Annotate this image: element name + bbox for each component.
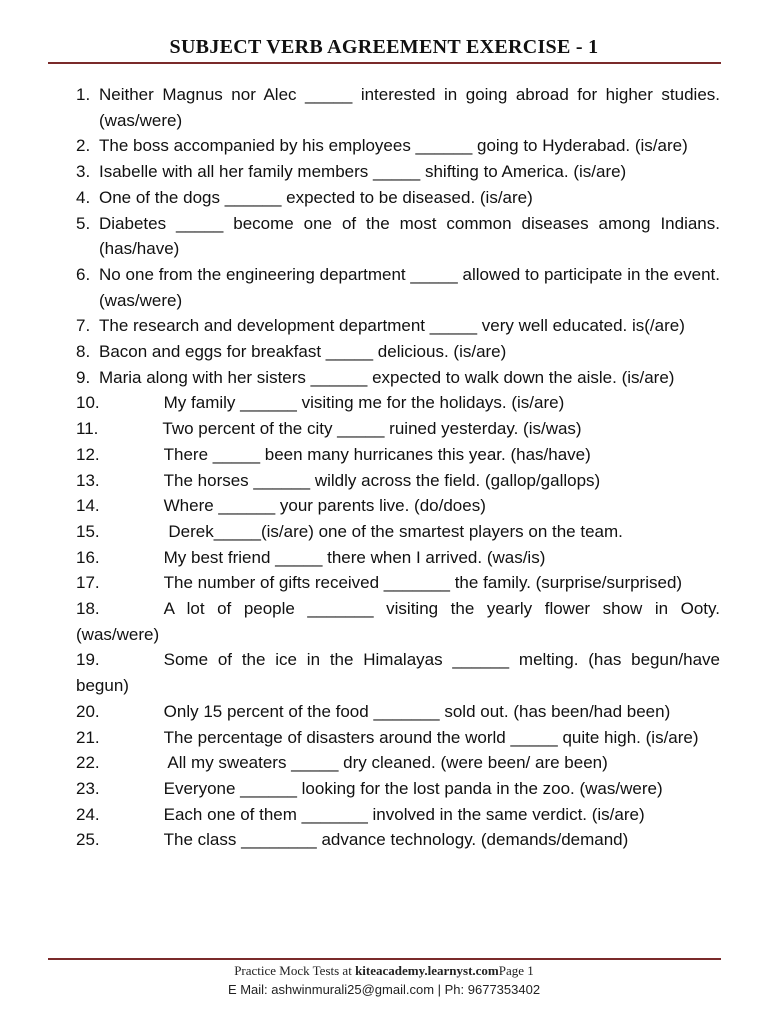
question-number: 24.: [76, 804, 100, 824]
question-number: 3.: [76, 162, 91, 182]
bottom-divider: [48, 958, 721, 960]
question-number: 11.: [76, 419, 99, 439]
question-item: [0, 545, 720, 571]
question-item: [0, 133, 720, 159]
question-item: [0, 313, 720, 339]
question-item: [0, 390, 720, 416]
question-text: Only 15 percent of the food _______ sold out. (has been/had been): [163, 701, 671, 721]
question-item: [0, 647, 720, 698]
footer-contact: E Mail: ashwinmurali25@gmail.com | Ph: 9677353402: [227, 982, 541, 997]
question-text: Each one of them _______ involved in the same verdict. (is/are): [163, 804, 645, 824]
question-number: 5.: [76, 213, 91, 233]
question-number: 7.: [76, 316, 91, 336]
question-number: 9.: [76, 367, 91, 387]
question-text: The horses ______ wildly across the field. (gallop/gallops): [163, 470, 601, 490]
question-text: All my sweaters _____ dry cleaned. (were been/ are been): [163, 753, 608, 773]
question-item: [0, 827, 720, 853]
question-text: My family ______ visiting me for the holidays. (is/are): [163, 393, 565, 413]
question-item: [0, 416, 720, 442]
question-number: 20.: [76, 701, 100, 721]
question-item: [0, 185, 720, 211]
question-number: 18.: [76, 599, 100, 619]
question-number: 14.: [76, 496, 100, 516]
question-text: Isabelle with all her family members _____ shifting to America. (is/are): [99, 162, 627, 182]
question-number: 10.: [76, 393, 100, 413]
question-text: The number of gifts received _______ the family. (surprise/surprised): [163, 573, 683, 593]
question-text: There _____ been many hurricanes this year. (has/have): [163, 444, 591, 464]
question-number: 21.: [76, 727, 100, 747]
question-number: 13.: [76, 470, 100, 490]
question-item: [0, 750, 720, 776]
question-item: [0, 570, 720, 596]
question-number: 25.: [76, 830, 100, 850]
footer-site-link[interactable]: kiteacademy.learnyst.com: [355, 963, 499, 978]
question-text: The class ________ advance technology. (demands/demand): [163, 830, 629, 850]
question-item: [0, 468, 720, 494]
question-text: A lot of people _______ visiting the yearly flower show in Ooty. (was/were): [76, 599, 720, 644]
question-text: Where ______ your parents live. (do/does): [163, 496, 486, 516]
question-item: [0, 442, 720, 468]
question-number: 17.: [76, 573, 100, 593]
question-text: Neither Magnus nor Alec _____ interested in going abroad for higher studies. (was/were): [99, 85, 720, 130]
question-number: 1.: [76, 85, 91, 104]
question-number: 4.: [76, 187, 91, 207]
question-text: The percentage of disasters around the world _____ quite high. (is/are): [163, 727, 699, 747]
question-item: [0, 776, 720, 802]
question-item: [0, 802, 720, 828]
question-text: The research and development department _____ very well educated. is(/are): [99, 316, 685, 336]
question-text: Some of the ice in the Himalayas ______ melting. (has begun/have begun): [76, 650, 720, 696]
footer-prefix: Practice Mock Tests at: [234, 963, 356, 978]
question-item: [0, 493, 720, 519]
question-number: 6.: [76, 264, 91, 284]
page-title: SUBJECT VERB AGREEMENT EXERCISE - 1: [169, 36, 599, 58]
question-item: [0, 262, 720, 313]
question-item: [0, 596, 720, 647]
question-item: [0, 365, 720, 391]
question-item: [0, 211, 720, 262]
question-text: Derek_____(is/are) one of the smartest players on the team.: [163, 521, 623, 541]
question-item: [0, 339, 720, 365]
question-text: My best friend _____ there when I arrived. (was/is): [163, 547, 546, 567]
question-number: 8.: [76, 342, 91, 362]
question-item: [0, 519, 720, 545]
question-text: Two percent of the city _____ ruined yesterday. (is/was): [162, 419, 582, 439]
question-number: 23.: [76, 778, 100, 798]
question-number: 15.: [76, 521, 100, 541]
question-item: [0, 699, 720, 725]
question-text: Bacon and eggs for breakfast _____ delicious. (is/are): [99, 342, 507, 362]
question-number: 16.: [76, 547, 100, 567]
question-list: [0, 82, 768, 853]
footer-page-number: Page 1: [498, 963, 534, 978]
question-text: The boss accompanied by his employees ______ going to Hyderabad. (is/are): [99, 136, 688, 156]
question-text: Diabetes _____ become one of the most common diseases among Indians. (has/have): [99, 213, 720, 259]
top-divider: [48, 62, 721, 64]
question-text: No one from the engineering department _____ allowed to participate in the event. (was/were): [99, 264, 720, 310]
question-number: 2.: [76, 136, 91, 156]
question-text: Maria along with her sisters ______ expected to walk down the aisle. (is/are): [99, 367, 675, 387]
question-text: One of the dogs ______ expected to be diseased. (is/are): [99, 187, 533, 207]
question-item: [0, 159, 720, 185]
question-item: [0, 82, 720, 133]
question-text: Everyone ______ looking for the lost panda in the zoo. (was/were): [163, 778, 663, 798]
question-item: [0, 725, 720, 751]
question-number: 19.: [76, 650, 100, 670]
question-number: 12.: [76, 444, 100, 464]
footer-line-1: [0, 963, 768, 979]
question-number: 22.: [76, 753, 100, 773]
